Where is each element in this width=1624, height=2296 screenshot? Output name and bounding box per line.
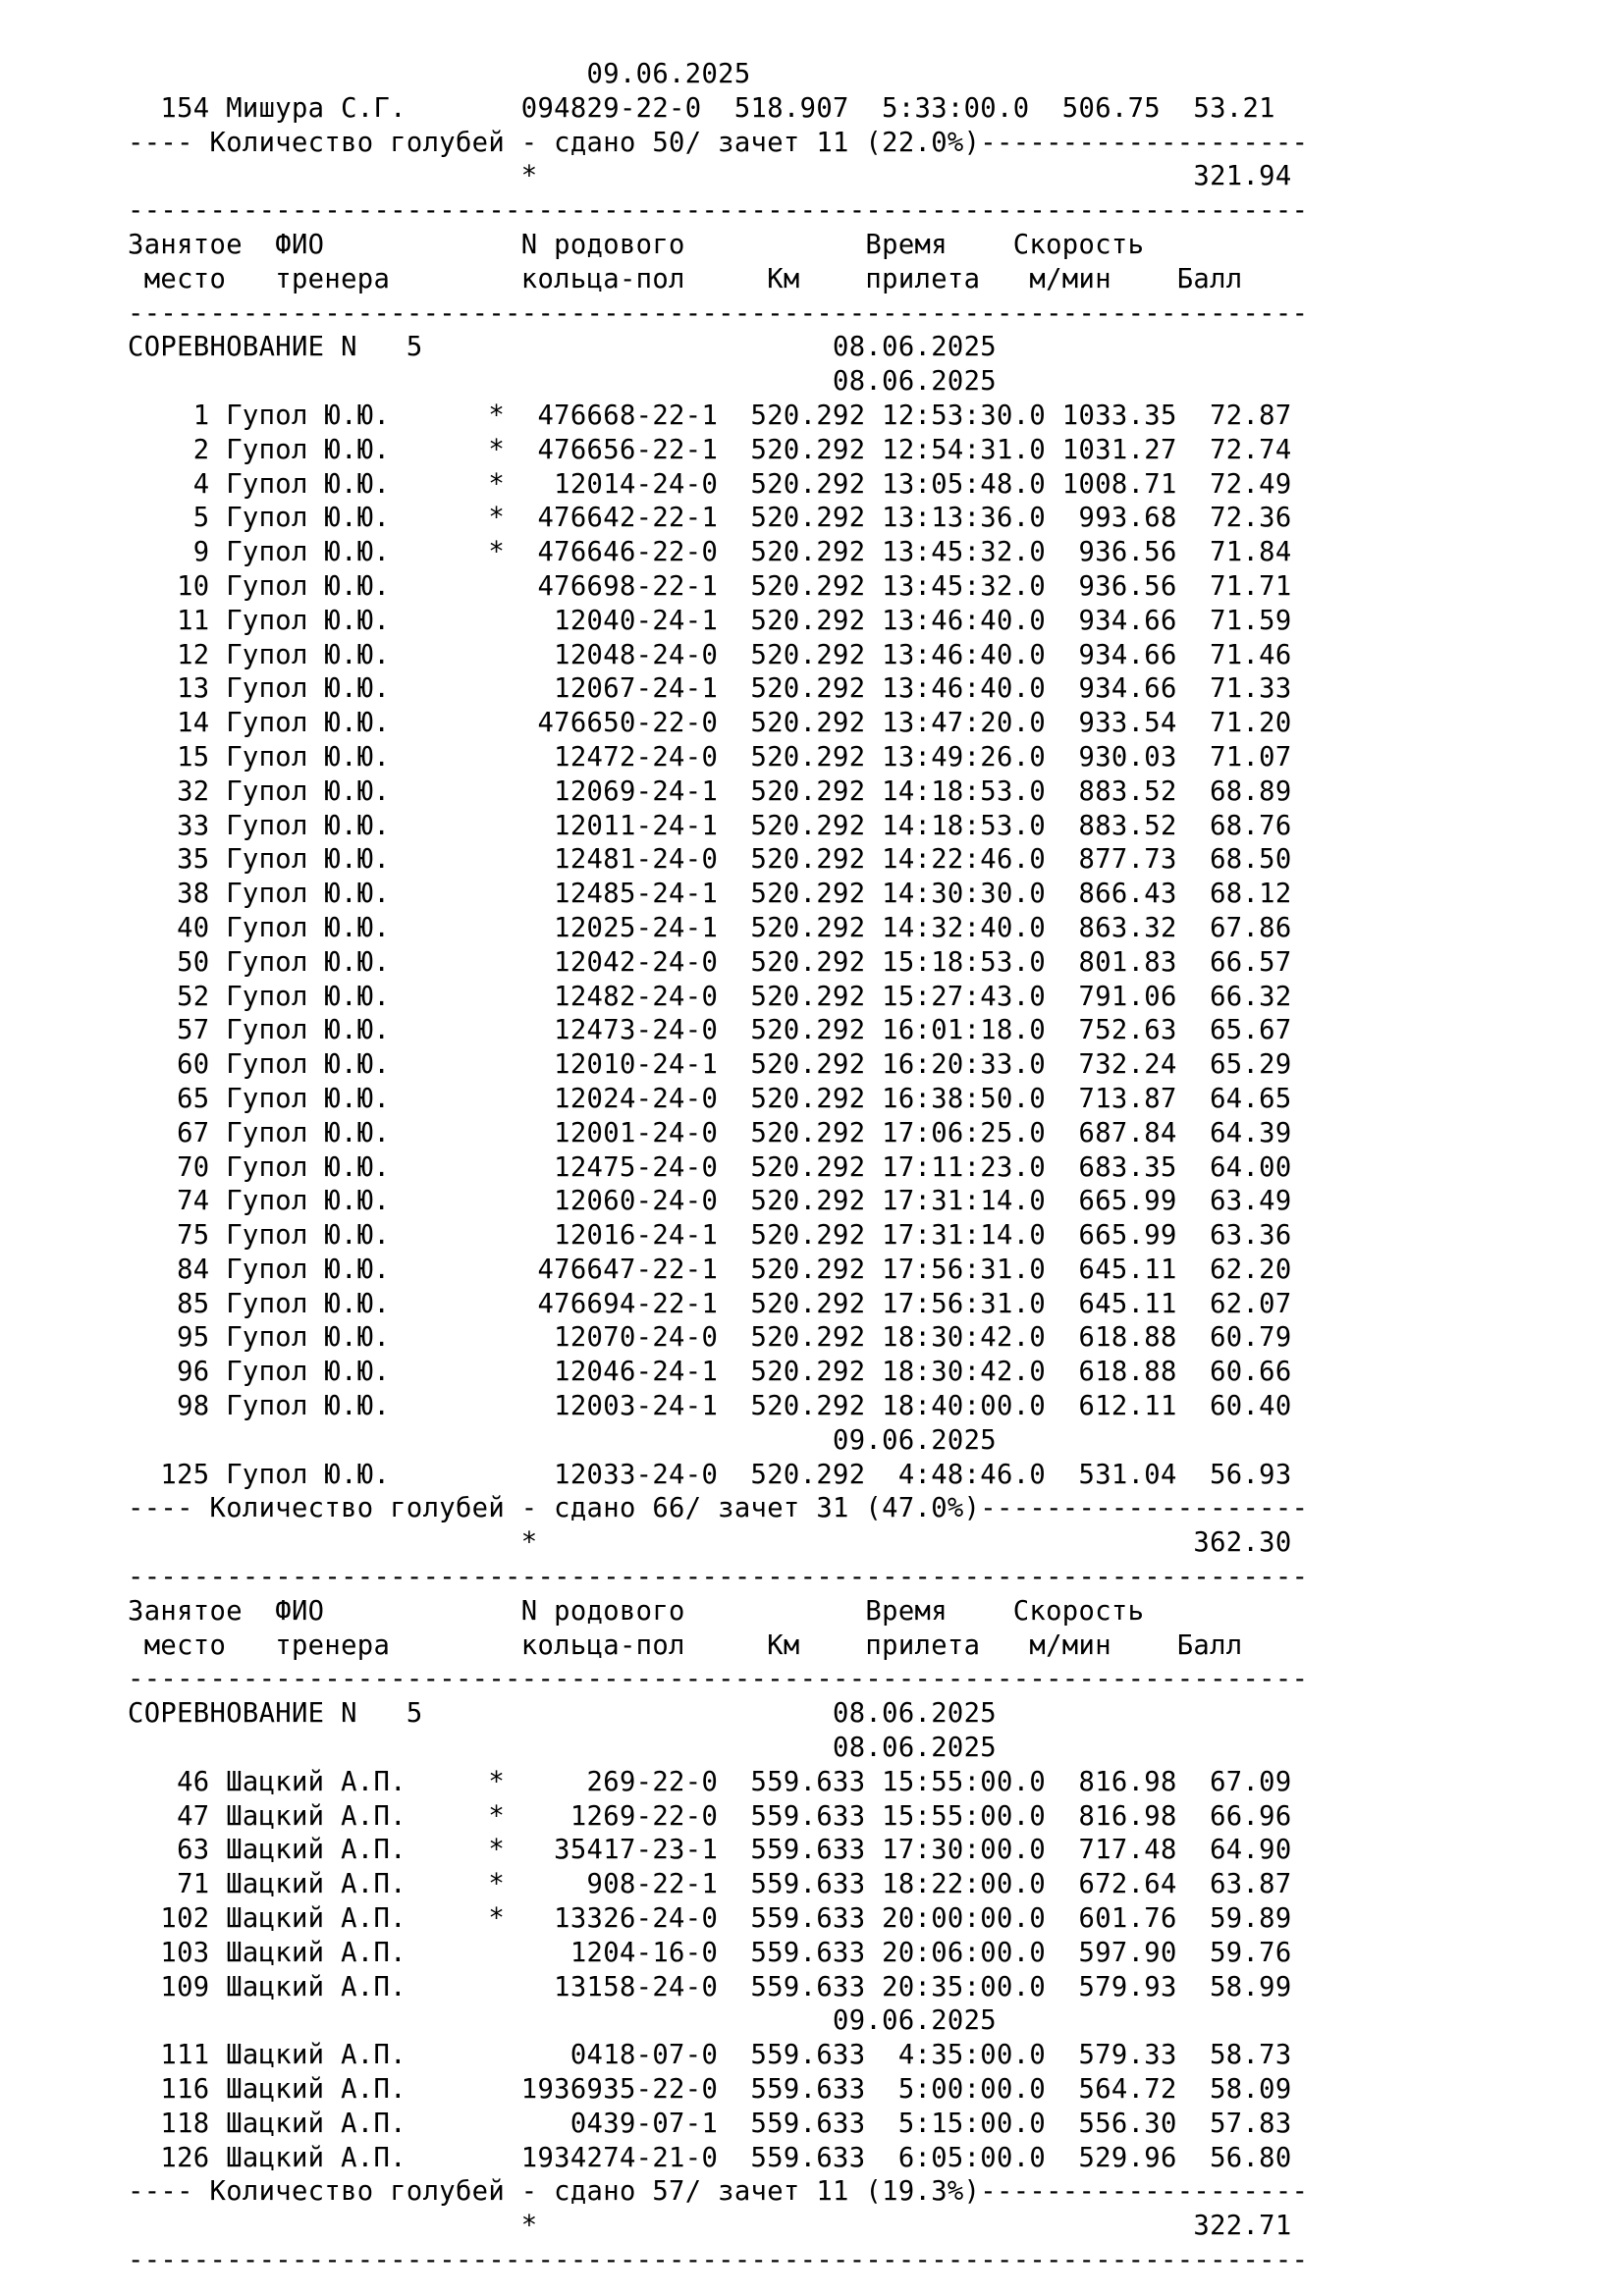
- result-row: 2 Гупол Ю.Ю. * 476656-22-1 520.292 12:54:31.0 1031.27 72.74: [128, 434, 1292, 465]
- result-row: 38 Гупол Ю.Ю. 12485-24-1 520.292 14:30:30.0 866.43 68.12: [128, 879, 1292, 910]
- summary-line: ---- Количество голубей - сдано 66/ зачет 31 (47.0%)--------------------: [128, 1493, 1309, 1524]
- result-row: 109 Шацкий А.П. 13158-24-0 559.633 20:35:00.0 579.93 58.99: [128, 1971, 1292, 2002]
- result-row: 9 Гупол Ю.Ю. * 476646-22-0 520.292 13:45:32.0 936.56 71.84: [128, 537, 1292, 568]
- result-row: 71 Шацкий А.П. * 908-22-1 559.633 18:22:00.0 672.64 63.87: [128, 1869, 1292, 1900]
- result-row: 15 Гупол Ю.Ю. 12472-24-0 520.292 13:49:26.0 930.03 71.07: [128, 741, 1292, 773]
- result-row: 103 Шацкий А.П. 1204-16-0 559.633 20:06:00.0 597.90 59.76: [128, 1937, 1292, 1968]
- result-row: 111 Шацкий А.П. 0418-07-0 559.633 4:35:00.0 579.33 58.73: [128, 2040, 1292, 2071]
- result-row: 126 Шацкий А.П. 1934274-21-0 559.633 6:05:00.0 529.96 56.80: [128, 2142, 1292, 2173]
- result-row: 125 Гупол Ю.Ю. 12033-24-0 520.292 4:48:46.0 531.04 56.93: [128, 1459, 1292, 1490]
- result-row: 67 Гупол Ю.Ю. 12001-24-0 520.292 17:06:25.0 687.84 64.39: [128, 1117, 1292, 1148]
- result-row: 50 Гупол Ю.Ю. 12042-24-0 520.292 15:18:53.0 801.83 66.57: [128, 946, 1292, 978]
- result-row: 10 Гупол Ю.Ю. 476698-22-1 520.292 13:45:32.0 936.56 71.71: [128, 570, 1292, 602]
- date-line: 09.06.2025: [128, 1424, 998, 1456]
- result-row: 74 Гупол Ю.Ю. 12060-24-0 520.292 17:31:14.0 665.99 63.49: [128, 1186, 1292, 1217]
- result-row: 52 Гупол Ю.Ю. 12482-24-0 520.292 15:27:43.0 791.06 66.32: [128, 981, 1292, 1012]
- result-row: 14 Гупол Ю.Ю. 476650-22-0 520.292 13:47:20.0 933.54 71.20: [128, 708, 1292, 739]
- result-row: 102 Шацкий А.П. * 13326-24-0 559.633 20:00:00.0 601.76 59.89: [128, 1903, 1292, 1935]
- points-total-line: * 362.30: [128, 1527, 1292, 1559]
- result-row: 118 Шацкий А.П. 0439-07-1 559.633 5:15:00.0 556.30 57.83: [128, 2108, 1292, 2139]
- result-row: 1 Гупол Ю.Ю. * 476668-22-1 520.292 12:53:30.0 1033.35 72.87: [128, 400, 1292, 431]
- result-row: 63 Шацкий А.П. * 35417-23-1 559.633 17:30:00.0 717.48 64.90: [128, 1835, 1292, 1866]
- result-row: 154 Мишура С.Г. 094829-22-0 518.907 5:33:00.0 506.75 53.21: [128, 92, 1275, 124]
- column-header: место тренера кольца-пол Км прилета м/мин Балл: [128, 1629, 1243, 1661]
- result-row: 35 Гупол Ю.Ю. 12481-24-0 520.292 14:22:46.0 877.73 68.50: [128, 844, 1292, 876]
- column-header: Занятое ФИО N родового Время Скорость: [128, 229, 1145, 260]
- points-total-line: * 321.94: [128, 161, 1292, 192]
- result-row: 65 Гупол Ю.Ю. 12024-24-0 520.292 16:38:50.0 713.87 64.65: [128, 1083, 1292, 1114]
- result-row: 5 Гупол Ю.Ю. * 476642-22-1 520.292 13:13:36.0 993.68 72.36: [128, 503, 1292, 534]
- result-row: 57 Гупол Ю.Ю. 12473-24-0 520.292 16:01:18.0 752.63 65.67: [128, 1015, 1292, 1046]
- result-row: 4 Гупол Ю.Ю. * 12014-24-0 520.292 13:05:48.0 1008.71 72.49: [128, 468, 1292, 500]
- summary-line: ---- Количество голубей - сдано 57/ зачет 11 (19.3%)--------------------: [128, 2176, 1309, 2208]
- result-row: 12 Гупол Ю.Ю. 12048-24-0 520.292 13:46:40.0 934.66 71.46: [128, 639, 1292, 670]
- result-row: 96 Гупол Ю.Ю. 12046-24-1 520.292 18:30:42.0 618.88 60.66: [128, 1357, 1292, 1388]
- divider-line: ------------------------------------------------------------------------: [128, 195, 1309, 227]
- result-row: 33 Гупол Ю.Ю. 12011-24-1 520.292 14:18:53.0 883.52 68.76: [128, 810, 1292, 841]
- result-row: 84 Гупол Ю.Ю. 476647-22-1 520.292 17:56:31.0 645.11 62.20: [128, 1254, 1292, 1285]
- result-row: 98 Гупол Ю.Ю. 12003-24-1 520.292 18:40:00.0 612.11 60.40: [128, 1391, 1292, 1422]
- competition-header: СОРЕВНОВАНИЕ N 5 08.06.2025: [128, 1698, 998, 1730]
- divider-line: ------------------------------------------------------------------------: [128, 297, 1309, 329]
- result-row: 13 Гупол Ю.Ю. 12067-24-1 520.292 13:46:40.0 934.66 71.33: [128, 673, 1292, 705]
- summary-line: ---- Количество голубей - сдано 50/ зачет 11 (22.0%)--------------------: [128, 127, 1309, 158]
- result-row: 85 Гупол Ю.Ю. 476694-22-1 520.292 17:56:31.0 645.11 62.07: [128, 1288, 1292, 1319]
- result-row: 116 Шацкий А.П. 1936935-22-0 559.633 5:00:00.0 564.72 58.09: [128, 2074, 1292, 2106]
- date-line: 09.06.2025: [128, 59, 751, 89]
- result-row: 47 Шацкий А.П. * 1269-22-0 559.633 15:55:00.0 816.98 66.96: [128, 1800, 1292, 1832]
- result-row: 32 Гупол Ю.Ю. 12069-24-1 520.292 14:18:53.0 883.52 68.89: [128, 775, 1292, 807]
- points-total-line: * 322.71: [128, 2211, 1292, 2242]
- divider-line: ------------------------------------------------------------------------: [128, 1664, 1309, 1695]
- result-row: 40 Гупол Ю.Ю. 12025-24-1 520.292 14:32:40.0 863.32 67.86: [128, 912, 1292, 943]
- race-results-printout: [128, 58, 1308, 2278]
- column-header: Занятое ФИО N родового Время Скорость: [128, 1595, 1145, 1627]
- date-line: 08.06.2025: [128, 1733, 998, 1764]
- competition-header: СОРЕВНОВАНИЕ N 5 08.06.2025: [128, 332, 998, 363]
- result-row: 60 Гупол Ю.Ю. 12010-24-1 520.292 16:20:33.0 732.24 65.29: [128, 1049, 1292, 1081]
- divider-line: ------------------------------------------------------------------------: [128, 1562, 1309, 1593]
- column-header: место тренера кольца-пол Км прилета м/мин Балл: [128, 263, 1243, 294]
- date-line: 08.06.2025: [128, 366, 998, 398]
- result-row: 70 Гупол Ю.Ю. 12475-24-0 520.292 17:11:23.0 683.35 64.00: [128, 1151, 1292, 1183]
- result-row: 75 Гупол Ю.Ю. 12016-24-1 520.292 17:31:14.0 665.99 63.36: [128, 1220, 1292, 1252]
- result-row: 46 Шацкий А.П. * 269-22-0 559.633 15:55:00.0 816.98 67.09: [128, 1766, 1292, 1797]
- result-row: 95 Гупол Ю.Ю. 12070-24-0 520.292 18:30:42.0 618.88 60.79: [128, 1322, 1292, 1354]
- date-line: 09.06.2025: [128, 2005, 998, 2037]
- result-row: 11 Гупол Ю.Ю. 12040-24-1 520.292 13:46:40.0 934.66 71.59: [128, 605, 1292, 636]
- divider-line: ------------------------------------------------------------------------: [128, 2245, 1309, 2275]
